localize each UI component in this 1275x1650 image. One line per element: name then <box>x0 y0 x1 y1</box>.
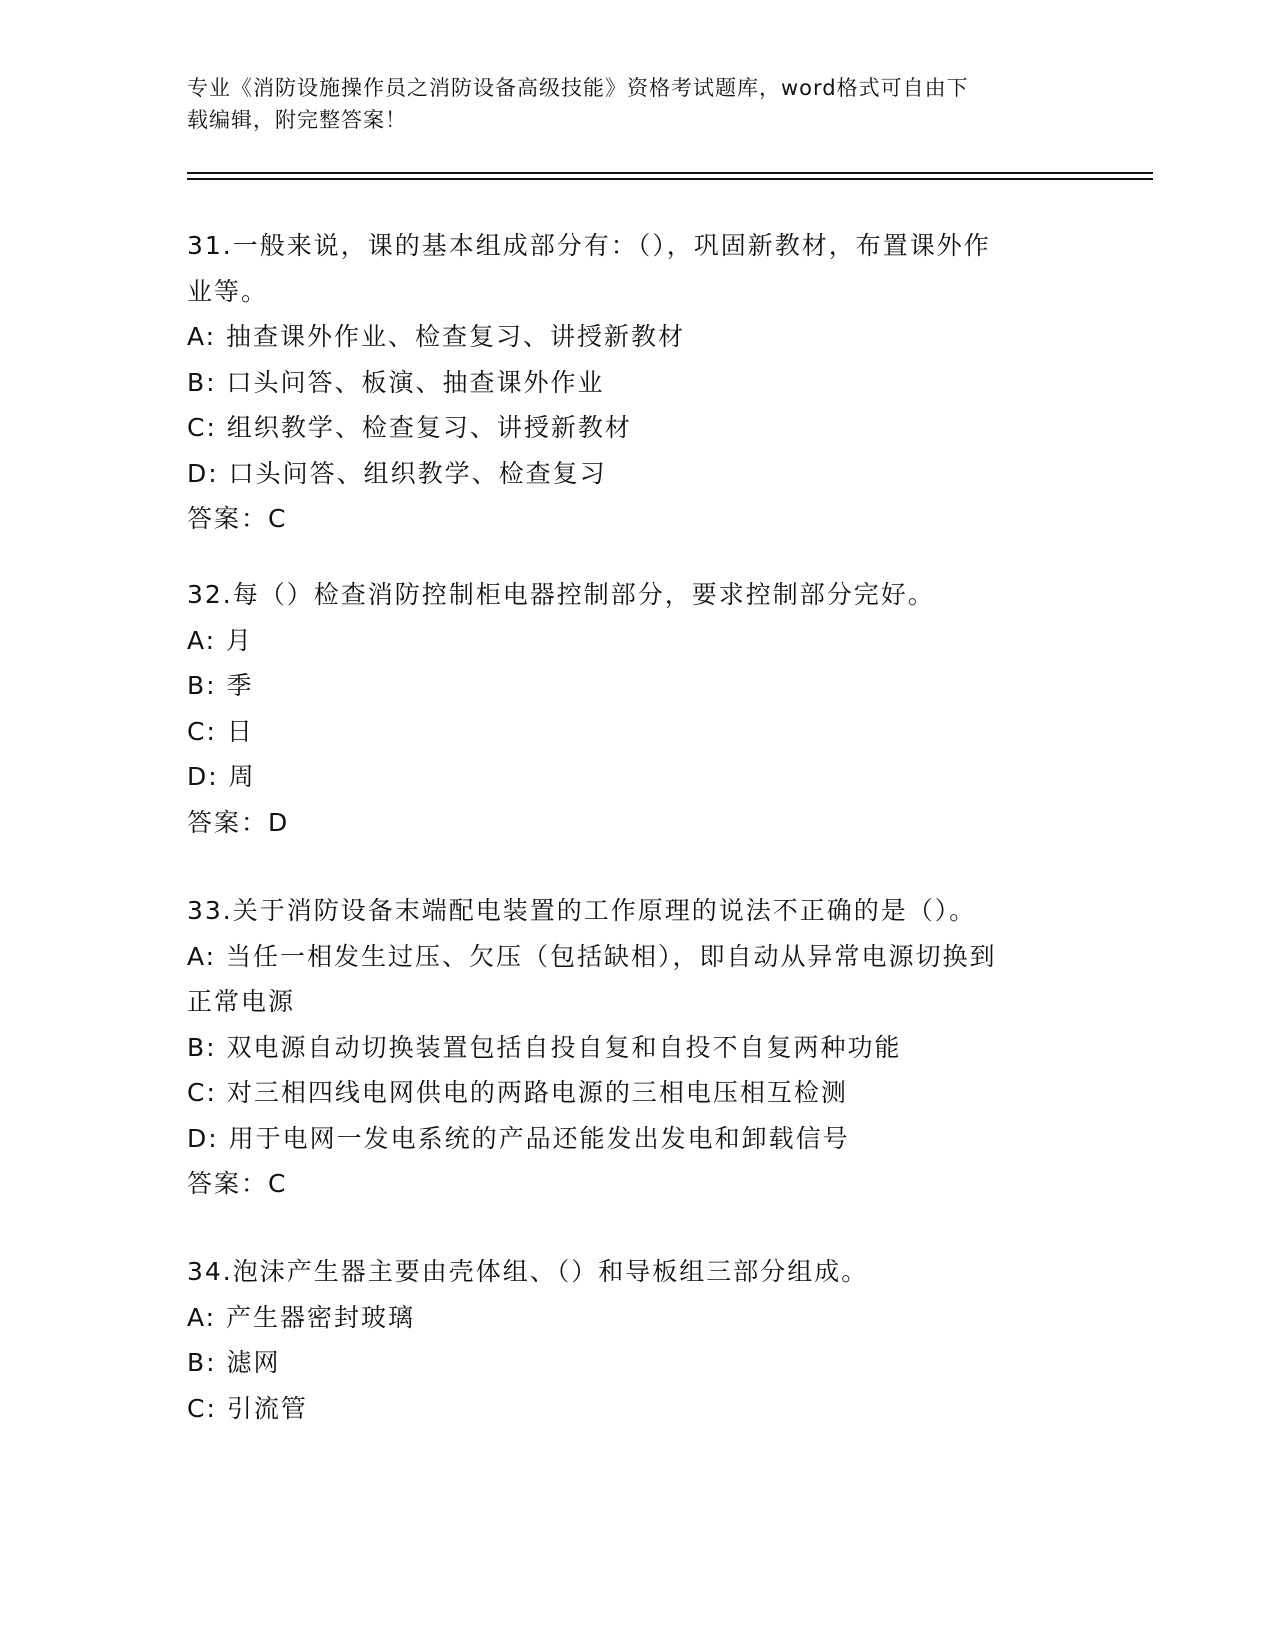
option-b: B: 滤网 <box>187 1348 281 1377</box>
option-c: C: 日 <box>187 716 254 746</box>
header-divider-bottom <box>187 178 1153 180</box>
option-a: A: 月 <box>187 625 254 655</box>
question-stem: 32.每（）检查消防控制柜电器控制部分，要求控制部分完好。 <box>187 580 935 609</box>
option-d: D: 周 <box>187 762 256 791</box>
question-stem: 33.关于消防设备末端配电装置的工作原理的说法不正确的是（）。 <box>187 896 977 925</box>
option-d: D: 口头问答、组织教学、检查复习 <box>187 458 607 488</box>
answer <box>187 496 1087 542</box>
option-c: C: 组织教学、检查复习、讲授新教材 <box>187 413 632 442</box>
option-b: B: 季 <box>187 671 254 700</box>
answer-value: D <box>268 807 290 837</box>
answer-value: C <box>268 504 288 533</box>
answer-label: 答案： <box>187 1169 269 1198</box>
question-stem: 34.泡沫产生器主要由壳体组、（）和导板组三部分组成。 <box>187 1257 869 1286</box>
option-c: C: 对三相四线电网供电的两路电源的三相电压相互检测 <box>187 1078 848 1107</box>
option-c: C: 引流管 <box>187 1393 308 1423</box>
answer <box>187 1161 1087 1207</box>
answer <box>187 800 1087 846</box>
question-stem: 31.一般来说，课的基本组成部分有：（），巩固新教材，布置课外作 <box>187 231 991 260</box>
option-a-continued: 正常电源 <box>187 987 296 1016</box>
header-line-2: 载编辑，附完整答案！ <box>187 108 407 132</box>
question-32 <box>187 572 1087 845</box>
answer-value: C <box>268 1169 288 1198</box>
question-stem-continued: 业等。 <box>187 276 269 306</box>
header-line-1: 专业《消防设施操作员之消防设备高级技能》资格考试题库，word格式可自由下 <box>187 76 969 100</box>
question-31 <box>187 223 1087 542</box>
option-b: B: 双电源自动切换装置包括自投自复和自投不自复两种功能 <box>187 1032 902 1062</box>
document-header <box>187 72 1087 136</box>
option-b: B: 口头问答、板演、抽查课外作业 <box>187 367 605 397</box>
header-divider-top <box>187 172 1153 174</box>
question-34 <box>187 1249 1087 1431</box>
option-a: A: 当任一相发生过压、欠压（包括缺相），即自动从异常电源切换到 <box>187 941 997 971</box>
answer-label: 答案： <box>187 504 269 533</box>
answer-label: 答案： <box>187 807 269 837</box>
option-a: A: 抽查课外作业、检查复习、讲授新教材 <box>187 322 686 351</box>
option-d: D: 用于电网一发电系统的产品还能发出发电和卸载信号 <box>187 1123 850 1153</box>
question-33 <box>187 888 1087 1207</box>
option-a: A: 产生器密封玻璃 <box>187 1302 416 1332</box>
